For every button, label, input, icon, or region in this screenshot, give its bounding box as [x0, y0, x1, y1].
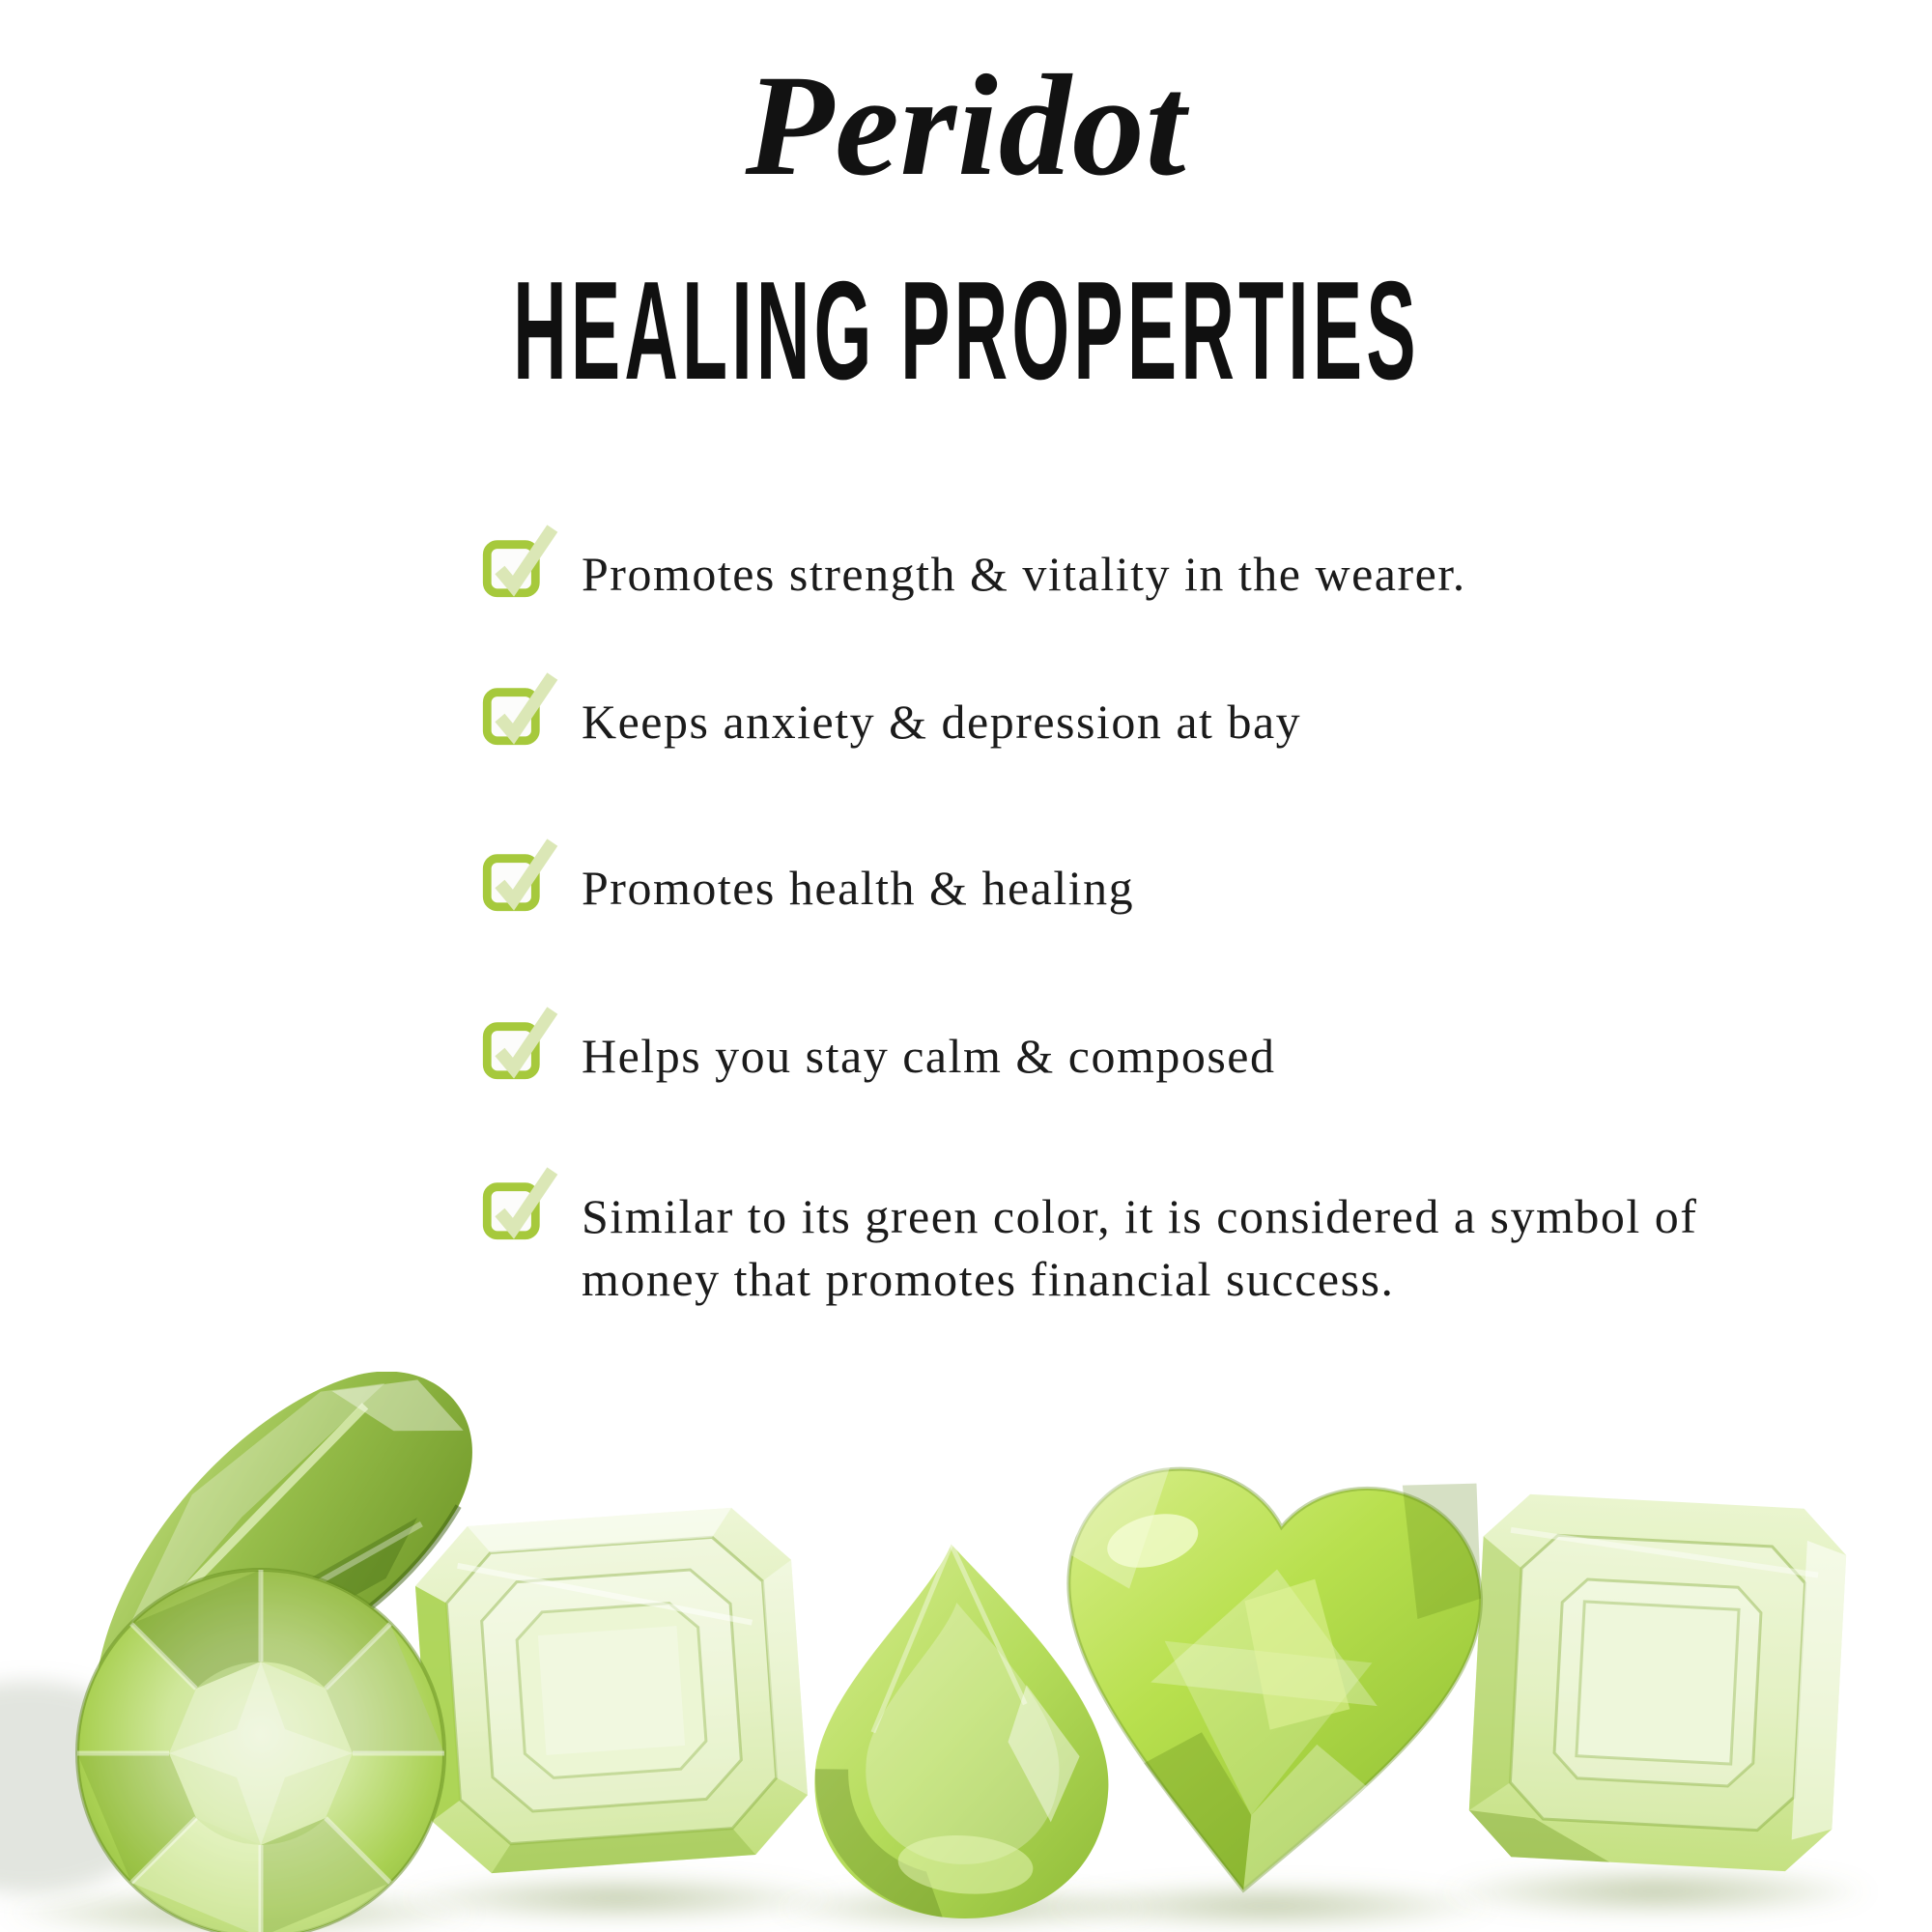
- checked-checkbox-icon: [481, 836, 566, 912]
- page-subtitle: [0, 252, 1932, 409]
- page-title: Peridot: [745, 45, 1187, 206]
- checklist-item: [481, 522, 1466, 606]
- checked-checkbox-icon: [481, 669, 566, 746]
- checklist-item: [481, 1164, 1741, 1311]
- checklist-item-text: Keeps anxiety & depression at bay: [582, 695, 1302, 749]
- checklist-item-text: Helps you stay calm & composed: [582, 1029, 1276, 1083]
- checklist-item: [481, 836, 1134, 920]
- round-cut-gem-icon: [77, 1570, 444, 1932]
- square-cut-gem-icon: [1466, 1492, 1848, 1873]
- checklist-item-text: Promotes strength & vitality in the wearer.: [582, 547, 1466, 601]
- emerald-cut-gem-icon: [412, 1504, 811, 1877]
- checklist-item: [481, 1004, 1276, 1088]
- heart-cut-gem-icon: [1038, 1442, 1494, 1912]
- checked-checkbox-icon: [481, 1164, 566, 1240]
- checklist-item-text: Promotes health & healing: [582, 861, 1135, 915]
- checked-checkbox-icon: [481, 1004, 566, 1080]
- peridot-gemstones-photo: [0, 1372, 1932, 1932]
- checklist-item-text: Similar to its green color, it is considered a symbol of money that promotes financial success.: [582, 1189, 1698, 1306]
- checklist-item: [481, 669, 1301, 753]
- checked-checkbox-icon: [481, 522, 566, 598]
- page-subtitle-text: HEALING PROPERTIES: [512, 252, 1420, 409]
